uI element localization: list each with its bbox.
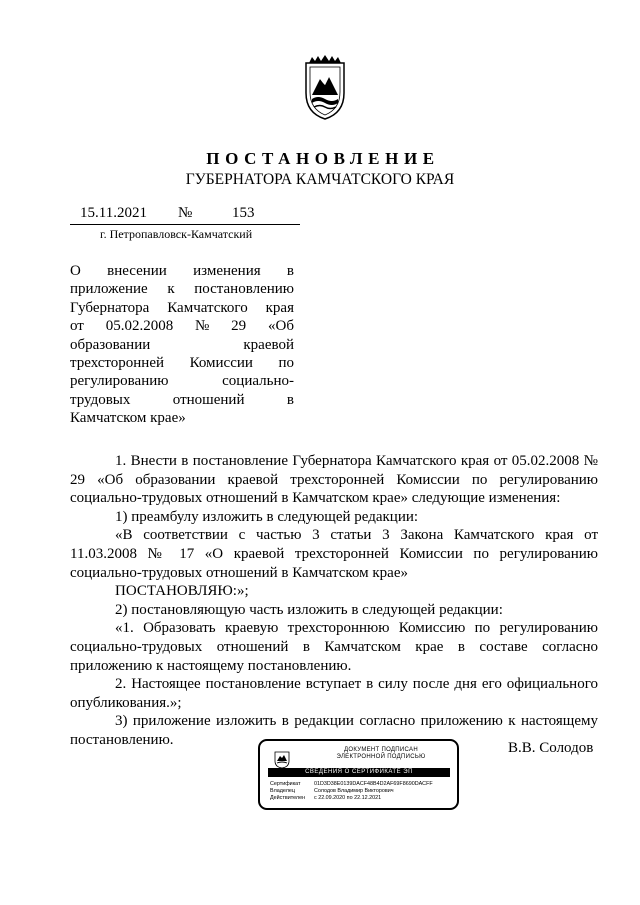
document-place: г. Петропавловск-Камчатский xyxy=(100,227,253,241)
kamchatka-coat-of-arms-icon xyxy=(296,55,354,121)
subject-line: Камчатском крае» xyxy=(70,410,186,427)
subject-line: приложение к постановлению xyxy=(70,281,294,298)
stamp-heading: ДОКУМЕНТ ПОДПИСАН ЭЛЕКТРОННОЙ ПОДПИСЬЮ xyxy=(336,747,426,760)
subject-line: Губернатора Камчатского края xyxy=(70,299,294,316)
body-paragraph: «В соответствии с частью 3 статьи 3 Закона Камчатского края от 11.03.2008 № 17 «О краевой трехсторонней Комиссии по регулированию социально-трудовых отношений в Камчатском крае» xyxy=(70,527,598,581)
stamp-row-owner: Владелец Солодов Владимир Викторович xyxy=(270,788,394,794)
stamp-row-validity: Действителен с 22.09.2020 по 22.12.2021 xyxy=(270,795,382,801)
signatory-name: В.В. Солодов xyxy=(508,740,594,756)
subject-line: регулированию социально- xyxy=(70,373,294,390)
registration-underline xyxy=(70,224,300,225)
body-paragraph: 3) приложение изложить в редакции согласно приложению к настоящему постановлению. xyxy=(70,713,598,748)
subject-line: образовании краевой xyxy=(70,336,294,353)
subject-line: трехсторонней Комиссии по xyxy=(70,355,294,372)
stamp-certificate-bar: СВЕДЕНИЯ О СЕРТИФИКАТЕ ЭП xyxy=(268,768,450,777)
body-paragraph: «1. Образовать краевую трехстороннюю Комиссию по регулированию социально-трудовых отношений в Камчатском крае в составе согласно приложению к настоящему постановлению. xyxy=(70,620,598,674)
subject-line: трудовых отношений в xyxy=(70,391,294,408)
document-title: ПОСТАНОВЛЕНИЕ xyxy=(206,149,440,168)
document-subject xyxy=(70,262,294,428)
body-paragraph: 1. Внести в постановление Губернатора Камчатского края от 05.02.2008 № 29 «Об образовании краевой трехсторонней Комиссии по регулированию социально-трудовых отношений в Камчатском крае» следующие изменения: xyxy=(70,453,598,507)
subject-line: от 05.02.2008 № 29 «Об xyxy=(70,318,294,335)
body-paragraph: 2) постановляющую часть изложить в следующей редакции: xyxy=(115,601,503,618)
document-date: 15.11.2021 xyxy=(80,205,147,221)
body-paragraph: 1) преамбулу изложить в следующей редакции: xyxy=(115,508,419,525)
stamp-row-certificate: Сертификат 01D3D38E0139DACF48B4D2AF69F8690DACFF xyxy=(270,781,433,787)
document-subtitle: ГУБЕРНАТОРА КАМЧАТСКОГО КРАЯ xyxy=(185,171,455,188)
subject-line: О внесении изменения в xyxy=(70,263,294,279)
document-number: 153 xyxy=(232,205,255,221)
coat-of-arms-icon xyxy=(272,749,292,769)
body-paragraph: 2. Настоящее постановление вступает в силу после дня его официального опубликования.»; xyxy=(70,676,598,711)
document-body xyxy=(70,452,598,750)
body-paragraph: ПОСТАНОВЛЯЮ:»; xyxy=(115,583,249,600)
e-signature-stamp xyxy=(258,739,459,810)
document-number-sign: № xyxy=(178,205,193,221)
